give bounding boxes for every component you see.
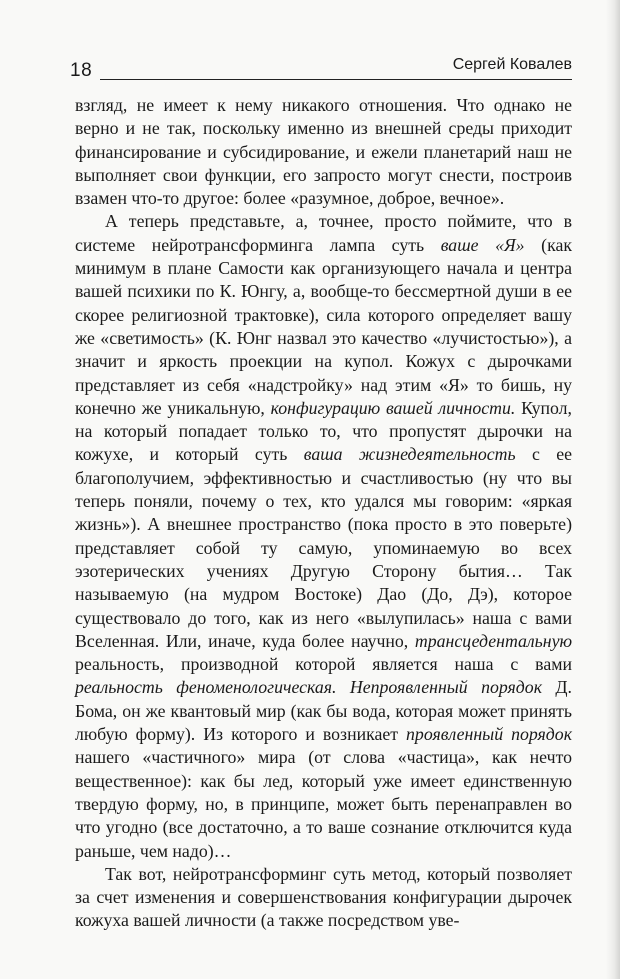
- text-segment: (как минимум в плане Самости как организующего начала и центра вашей психики по К. Юнгу, а, вообще-то бессмертной души в ее скорее религиозной трактовке), сила которого определяет вашу же «светимость» (К. Юнг назвал это качество «лучистостью»), а значит и яркость проекции на купол. Кожух с дырочками представляет из себя «надстройку» над этим «Я» то бишь, ну конечно же уникальную,: [75, 234, 572, 418]
- text-segment: А теперь представьте, а, точнее, просто поймите, что в системе нейротрансформинга лампа суть: [75, 211, 572, 255]
- page-number: 18: [70, 60, 93, 81]
- paragraph-1: [75, 94, 572, 210]
- body-text: [75, 94, 572, 933]
- italic-segment: ваша жизнедеятельность: [303, 444, 516, 465]
- italic-segment: реальность феноменологическая. Непроявленный порядок: [75, 677, 543, 698]
- text-segment: Так вот, нейротрансформинг суть метод, который позволяет за счет изменения и совершенствования конфигурации дырочек кожуха вашей личности (а также посредством уве-: [75, 863, 572, 931]
- italic-segment: проявленный порядок: [406, 724, 573, 745]
- italic-segment: ваше «Я»: [440, 234, 525, 255]
- paragraph-2: [75, 210, 572, 862]
- text-segment: Купол, на который попадает только то, что пропустят дырочки на кожухе, и который суть: [75, 397, 572, 465]
- text-segment: реальность, производной которой является наша с вами: [75, 654, 572, 675]
- text-segment: взгляд, не имеет к нему никакого отношения. Что однако не верно и не так, поскольку именно из внешней среды приходит финансирование и субсидирование, и ежели планетарий наш не выполняет свои функции, его запросто могут снести, построив взамен что-то другое: более «разумное, доброе, вечное».: [75, 95, 572, 209]
- text-segment: с ее благополучием, эффективностью и счастливостью (ну что вы теперь поняли, почему о тех, кто удался мы говорим: «яркая жизнь»). А внешнее пространство (пока просто в это поверьте) представляет собой ту самую, упоминаемую во всех эзотерических учениях Другую Сторону бытия… Так называемую (на мудром Востоке) Дао (До, Дэ), которое существовало до того, как из него «вылупилась» наша с вами Вселенная. Или, иначе, куда более научно,: [75, 444, 573, 651]
- paragraph-3: [75, 863, 572, 933]
- text-segment: Д. Бома, он же квантовый мир (как бы вода, которая может принять любую форму). Из которого и возникает: [75, 677, 572, 745]
- header-rule: [100, 79, 572, 80]
- running-head-author: Сергей Ковалев: [447, 56, 572, 74]
- italic-segment: трансцедентальную: [414, 630, 572, 651]
- text-segment: нашего «частичного» мира (от слова «частица», как нечто вещественное): как бы лед, который уже имеет единственную твердую форму, но, в принципе, может быть перенаправлен во что угодно (все достаточно, а то ваше сознание отключится куда раньше, чем надо)…: [75, 747, 572, 861]
- italic-segment: конфигурацию вашей личности.: [270, 397, 516, 418]
- running-header: [70, 56, 572, 86]
